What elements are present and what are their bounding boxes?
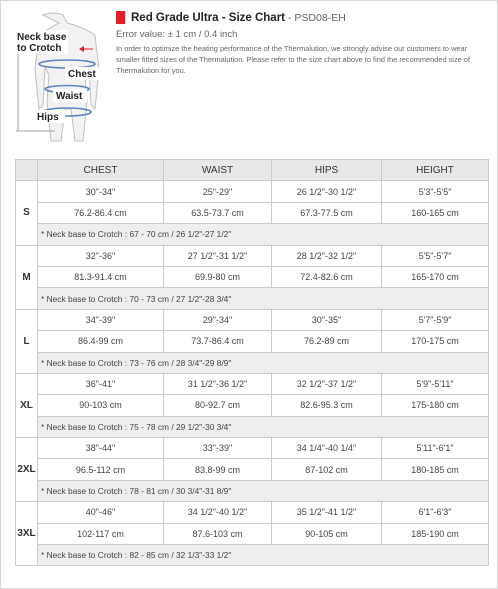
waist-inch: 34 1/2"-40 1/2" bbox=[164, 502, 272, 523]
chest-inch: 30"-34" bbox=[38, 181, 164, 202]
size-label: 3XL bbox=[16, 502, 38, 566]
hips-inch: 26 1/2"-30 1/2" bbox=[272, 181, 382, 202]
table-row bbox=[16, 395, 489, 416]
chest-cm: 86.4-99 cm bbox=[38, 331, 164, 352]
table-row bbox=[16, 266, 489, 287]
neck-to-crotch-note: * Neck base to Crotch : 67 - 70 cm / 26 1/2"-27 1/2" bbox=[38, 224, 489, 245]
figure-label-hips: Hips bbox=[37, 112, 59, 123]
error-value: Error value: ± 1 cm / 0.4 inch bbox=[116, 29, 238, 40]
hips-cm: 72.4-82.6 cm bbox=[272, 266, 382, 287]
table-row bbox=[16, 459, 489, 480]
header-waist: WAIST bbox=[164, 160, 272, 181]
chest-cm: 96.5-112 cm bbox=[38, 459, 164, 480]
chest-inch: 38"-44" bbox=[38, 438, 164, 459]
neck-to-crotch-note: * Neck base to Crotch : 70 - 73 cm / 27 1/2"-28 3/4" bbox=[38, 288, 489, 309]
waist-inch: 27 1/2"-31 1/2" bbox=[164, 245, 272, 266]
table-row bbox=[16, 545, 489, 566]
neck-to-crotch-note: * Neck base to Crotch : 82 - 85 cm / 32 1/3"-33 1/2" bbox=[38, 545, 489, 566]
table-row bbox=[16, 309, 489, 330]
size-advice-text: In order to optimize the heating performance of the Thermalution, we strongly advise our customers to wear smaller fitted sizes of the Thermalution. Please refer to the size chart above to find the recommended size of Thermalution for you. bbox=[116, 44, 470, 75]
size-label: L bbox=[16, 309, 38, 373]
chest-cm: 90-103 cm bbox=[38, 395, 164, 416]
waist-cm: 63.5-73.7 cm bbox=[164, 202, 272, 223]
height-cm: 180-185 cm bbox=[382, 459, 489, 480]
waist-inch: 25"-29" bbox=[164, 181, 272, 202]
hips-inch: 28 1/2"-32 1/2" bbox=[272, 245, 382, 266]
hips-cm: 76.2-89 cm bbox=[272, 331, 382, 352]
page-title: Red Grade Ultra - Size Chart bbox=[131, 11, 286, 24]
chest-cm: 81.3-91.4 cm bbox=[38, 266, 164, 287]
waist-cm: 83.8-99 cm bbox=[164, 459, 272, 480]
height-cm: 175-180 cm bbox=[382, 395, 489, 416]
chest-cm: 102-117 cm bbox=[38, 523, 164, 544]
neck-to-crotch-note: * Neck base to Crotch : 78 - 81 cm / 30 3/4"-31 8/9" bbox=[38, 480, 489, 501]
waist-cm: 69.9-80 cm bbox=[164, 266, 272, 287]
table-row bbox=[16, 480, 489, 501]
height-cm: 160-165 cm bbox=[382, 202, 489, 223]
height-cm: 165-170 cm bbox=[382, 266, 489, 287]
waist-inch: 29"-34" bbox=[164, 309, 272, 330]
waist-cm: 87.6-103 cm bbox=[164, 523, 272, 544]
table-header-row bbox=[16, 160, 489, 181]
header-size bbox=[16, 160, 38, 181]
chest-inch: 36"-41" bbox=[38, 373, 164, 394]
height-inch: 5'5"-5'7" bbox=[382, 245, 489, 266]
height-inch: 5'9"-5'11" bbox=[382, 373, 489, 394]
table-row bbox=[16, 245, 489, 266]
waist-cm: 73.7-86.4 cm bbox=[164, 331, 272, 352]
red-square-icon bbox=[116, 11, 125, 24]
table-row bbox=[16, 202, 489, 223]
hips-inch: 32 1/2"-37 1/2" bbox=[272, 373, 382, 394]
table-row bbox=[16, 181, 489, 202]
figure-label-waist: Waist bbox=[56, 91, 83, 102]
header-chest: CHEST bbox=[38, 160, 164, 181]
neck-to-crotch-note: * Neck base to Crotch : 73 - 76 cm / 28 3/4"-29 8/9" bbox=[38, 352, 489, 373]
hips-inch: 30"-35" bbox=[272, 309, 382, 330]
height-inch: 5'3"-5'5" bbox=[382, 181, 489, 202]
table-row bbox=[16, 373, 489, 394]
size-table bbox=[15, 159, 489, 566]
title-block bbox=[116, 11, 491, 76]
figure-label-neck: Neck base bbox=[17, 32, 67, 43]
figure-label-crotch: to Crotch bbox=[17, 43, 62, 54]
waist-cm: 80-92.7 cm bbox=[164, 395, 272, 416]
table-row bbox=[16, 523, 489, 544]
hips-cm: 82.6-95.3 cm bbox=[272, 395, 382, 416]
hips-cm: 87-102 cm bbox=[272, 459, 382, 480]
chest-inch: 32"-36" bbox=[38, 245, 164, 266]
waist-inch: 33"-39" bbox=[164, 438, 272, 459]
height-cm: 170-175 cm bbox=[382, 331, 489, 352]
table-row bbox=[16, 224, 489, 245]
table-row bbox=[16, 352, 489, 373]
figure-label-chest: Chest bbox=[68, 69, 96, 80]
height-inch: 5'11"-6'1" bbox=[382, 438, 489, 459]
size-label: S bbox=[16, 181, 38, 245]
table-row bbox=[16, 416, 489, 437]
size-label: 2XL bbox=[16, 438, 38, 502]
size-label: M bbox=[16, 245, 38, 309]
height-inch: 5'7"-5'9" bbox=[382, 309, 489, 330]
table-row bbox=[16, 288, 489, 309]
hips-cm: 67.3-77.5 cm bbox=[272, 202, 382, 223]
chest-cm: 76.2-86.4 cm bbox=[38, 202, 164, 223]
chest-inch: 34"-39" bbox=[38, 309, 164, 330]
header-hips: HIPS bbox=[272, 160, 382, 181]
hips-inch: 34 1/4"-40 1/4" bbox=[272, 438, 382, 459]
body-measurement-figure bbox=[13, 9, 113, 151]
chest-inch: 40"-46" bbox=[38, 502, 164, 523]
table-row bbox=[16, 502, 489, 523]
title-row bbox=[116, 11, 491, 24]
waist-inch: 31 1/2"-36 1/2" bbox=[164, 373, 272, 394]
height-inch: 6'1"-6'3" bbox=[382, 502, 489, 523]
hips-inch: 35 1/2"-41 1/2" bbox=[272, 502, 382, 523]
height-cm: 185-190 cm bbox=[382, 523, 489, 544]
header bbox=[1, 1, 498, 151]
hips-cm: 90-105 cm bbox=[272, 523, 382, 544]
table-row bbox=[16, 438, 489, 459]
product-code: - PSD08-EH bbox=[288, 11, 346, 24]
header-height: HEIGHT bbox=[382, 160, 489, 181]
neck-to-crotch-note: * Neck base to Crotch : 75 - 78 cm / 29 1/2"-30 3/4" bbox=[38, 416, 489, 437]
table-row bbox=[16, 331, 489, 352]
size-label: XL bbox=[16, 373, 38, 437]
